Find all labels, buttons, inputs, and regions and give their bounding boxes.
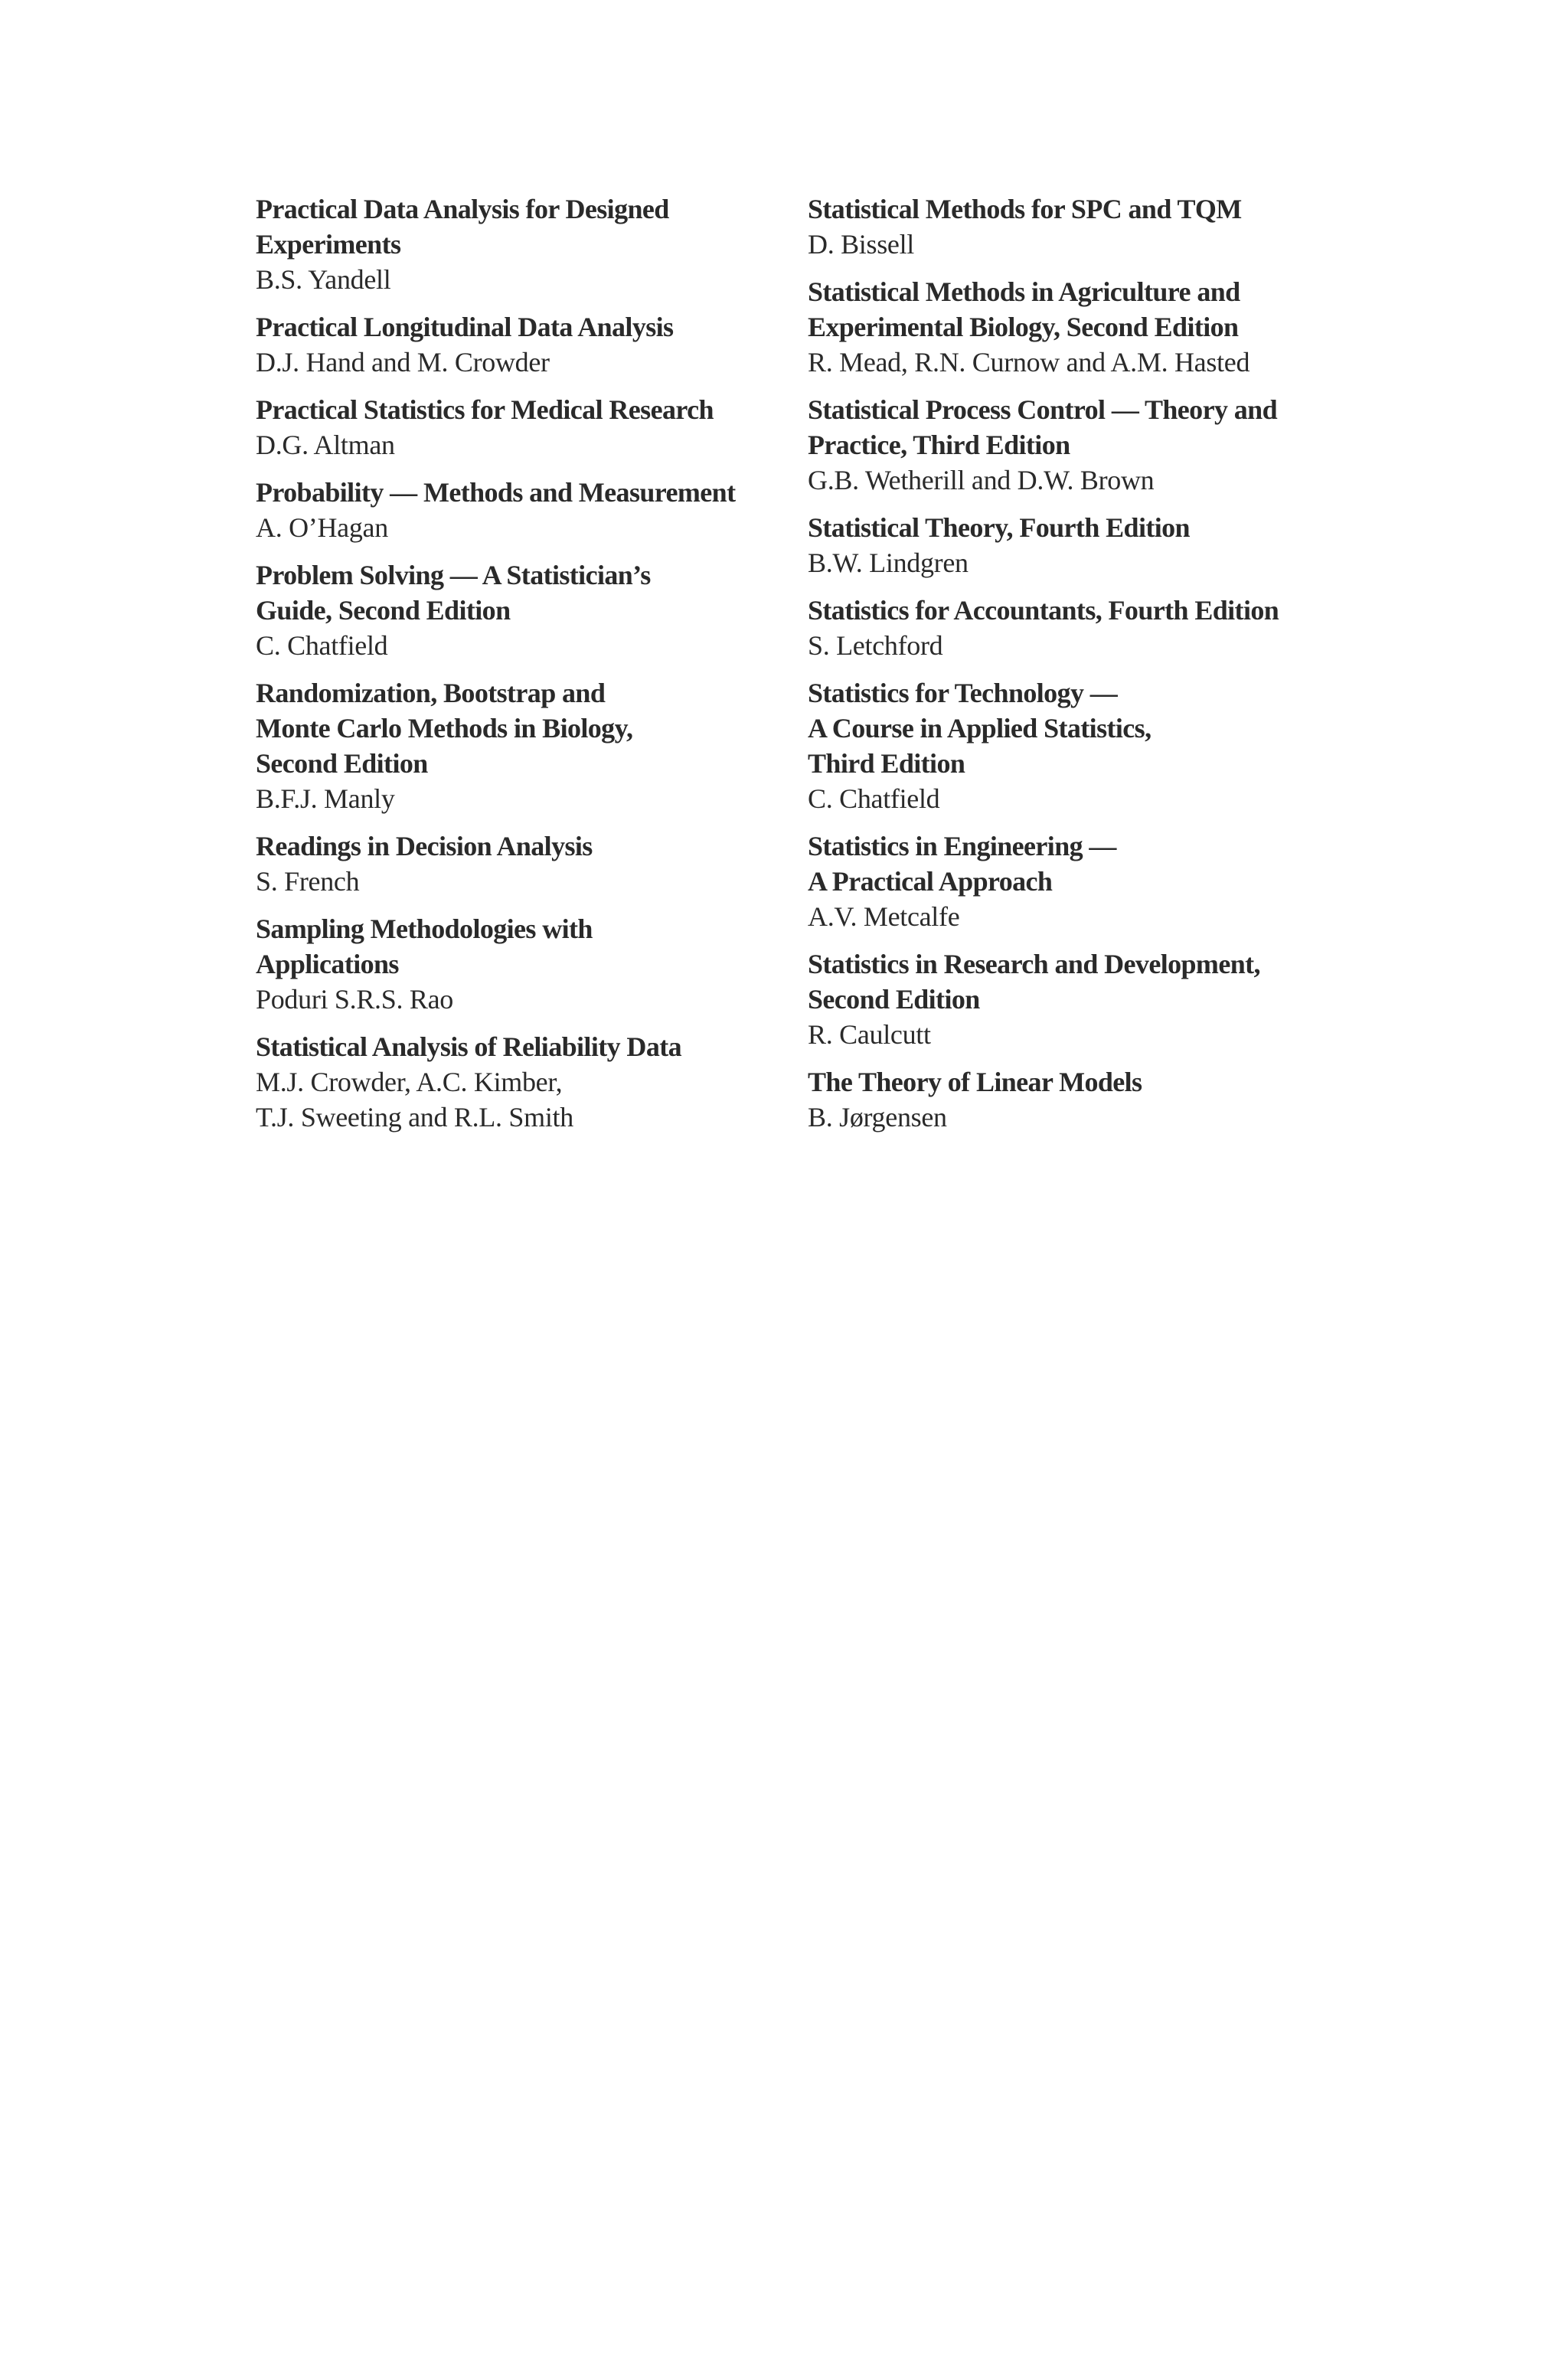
book-entry — [808, 946, 1344, 1052]
book-title-line: Practical Longitudinal Data Analysis — [256, 312, 674, 342]
book-title-line: Third Edition — [808, 748, 965, 779]
book-entry — [256, 392, 792, 462]
book-author-line: M.J. Crowder, A.C. Kimber, — [256, 1067, 563, 1097]
book-entry — [808, 510, 1344, 580]
book-title-line: A Practical Approach — [808, 866, 1053, 897]
book-author-line: D.G. Altman — [256, 430, 395, 460]
book-title-line: Problem Solving — A Statistician’s — [256, 560, 651, 590]
book-title-line: Statistical Theory, Fourth Edition — [808, 512, 1190, 543]
book-author-line: D. Bissell — [808, 229, 915, 260]
book-entry — [256, 675, 792, 816]
book-entry — [808, 274, 1344, 380]
book-author-line: B. Jørgensen — [808, 1102, 947, 1132]
book-title-line: Experimental Biology, Second Edition — [808, 312, 1239, 342]
book-entry — [808, 675, 1344, 816]
book-title-line: Statistics for Technology — — [808, 678, 1118, 708]
book-entry — [808, 1064, 1344, 1135]
book-author-line: D.J. Hand and M. Crowder — [256, 347, 550, 377]
book-title-line: Statistical Methods in Agriculture and — [808, 276, 1240, 307]
book-author-line: A.V. Metcalfe — [808, 901, 960, 932]
book-title-line: Randomization, Bootstrap and — [256, 678, 606, 708]
book-author-line: C. Chatfield — [256, 630, 388, 661]
book-author-line: S. French — [256, 866, 360, 897]
left-column — [256, 191, 792, 1147]
book-entry — [808, 828, 1344, 934]
book-title-line: Practical Data Analysis for Designed — [256, 194, 669, 224]
book-entry — [256, 309, 792, 380]
book-title-line: Probability — Methods and Measurement — [256, 477, 736, 508]
book-title-line: Practical Statistics for Medical Research — [256, 394, 714, 425]
book-entry — [808, 593, 1344, 663]
book-entry — [256, 557, 792, 663]
book-title-line: Guide, Second Edition — [256, 595, 511, 626]
book-entry — [808, 191, 1344, 262]
book-title-line: Monte Carlo Methods in Biology, — [256, 713, 633, 744]
book-entry — [256, 1029, 792, 1135]
book-author-line: B.F.J. Manly — [256, 783, 395, 814]
book-title-line: Statistics in Engineering — — [808, 831, 1116, 861]
book-title-line: The Theory of Linear Models — [808, 1067, 1142, 1097]
book-title-line: Statistics in Research and Development, — [808, 949, 1260, 979]
right-column — [808, 191, 1344, 1147]
book-author-line: B.S. Yandell — [256, 264, 391, 295]
book-title-line: Statistical Process Control — Theory and — [808, 394, 1277, 425]
book-entry — [808, 392, 1344, 498]
book-author-line: R. Caulcutt — [808, 1019, 931, 1050]
book-entry — [256, 828, 792, 899]
book-author-line: A. O’Hagan — [256, 512, 388, 543]
book-title-line: Applications — [256, 949, 399, 979]
book-title-line: Sampling Methodologies with — [256, 913, 593, 944]
book-author-line: B.W. Lindgren — [808, 547, 969, 578]
book-entry — [256, 475, 792, 545]
book-title-line: A Course in Applied Statistics, — [808, 713, 1152, 744]
book-author-line: T.J. Sweeting and R.L. Smith — [256, 1102, 573, 1132]
book-title-line: Experiments — [256, 229, 401, 260]
book-title-line: Second Edition — [808, 984, 980, 1015]
book-author-line: C. Chatfield — [808, 783, 940, 814]
book-title-line: Statistical Analysis of Reliability Data — [256, 1031, 682, 1062]
book-title-line: Readings in Decision Analysis — [256, 831, 593, 861]
book-title-line: Statistics for Accountants, Fourth Edition — [808, 595, 1279, 626]
book-entry — [256, 911, 792, 1017]
book-author-line: S. Letchford — [808, 630, 943, 661]
book-author-line: R. Mead, R.N. Curnow and A.M. Hasted — [808, 347, 1250, 377]
book-title-line: Statistical Methods for SPC and TQM — [808, 194, 1242, 224]
book-author-line: G.B. Wetherill and D.W. Brown — [808, 465, 1155, 495]
book-title-line: Practice, Third Edition — [808, 430, 1070, 460]
book-author-line: Poduri S.R.S. Rao — [256, 984, 453, 1015]
book-entry — [256, 191, 792, 297]
book-title-line: Second Edition — [256, 748, 428, 779]
